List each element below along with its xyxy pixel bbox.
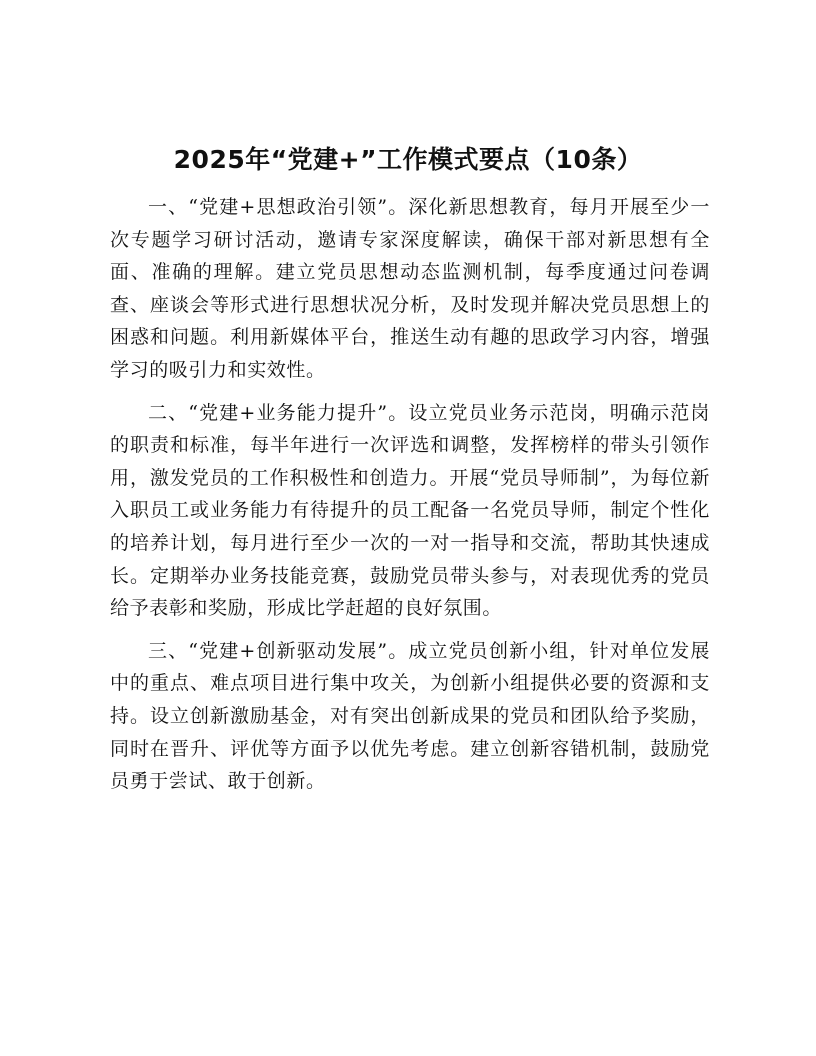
document-title: 2025年“党建+”工作模式要点（10条） (173, 145, 643, 174)
paragraph-1: 一、“党建+思想政治引领”。深化新思想教育，每月开展至少一次专题学习研讨活动，邀请专家深度解读，确保干部对新思想有全面、准确的理解。建立党员思想动态监测机制，每季度通过问卷调查、座谈会等形式进行思想状况分析，及时发现并解决党员思想上的困惑和问题。利用新媒体平台，推送生动有趣的思政学习内容，增强学习的吸引力和实效性。 (110, 196, 710, 381)
paragraph-3: 三、“党建+创新驱动发展”。成立党员创新小组，针对单位发展中的重点、难点项目进行集中攻关，为创新小组提供必要的资源和支持。设立创新激励基金，对有突出创新成果的党员和团队给予奖励，同时在晋升、评优等方面予以优先考虑。建立创新容错机制，鼓励党员勇于尝试、敢于创新。 (110, 639, 710, 793)
document-body (110, 191, 710, 808)
paragraph-2: 二、“党建+业务能力提升”。设立党员业务示范岗，明确示范岗的职责和标准，每半年进行一次评选和调整，发挥榜样的带头引领作用，激发党员的工作积极性和创造力。开展“党员导师制”，为每位新入职员工或业务能力有待提升的员工配备一名党员导师，制定个性化的培养计划，每月进行至少一次的一对一指导和交流，帮助其快速成长。定期举办业务技能竞赛，鼓励党员带头参与，对表现优秀的党员给予表彰和奖励，形成比学赶超的良好氛围。 (110, 401, 710, 620)
